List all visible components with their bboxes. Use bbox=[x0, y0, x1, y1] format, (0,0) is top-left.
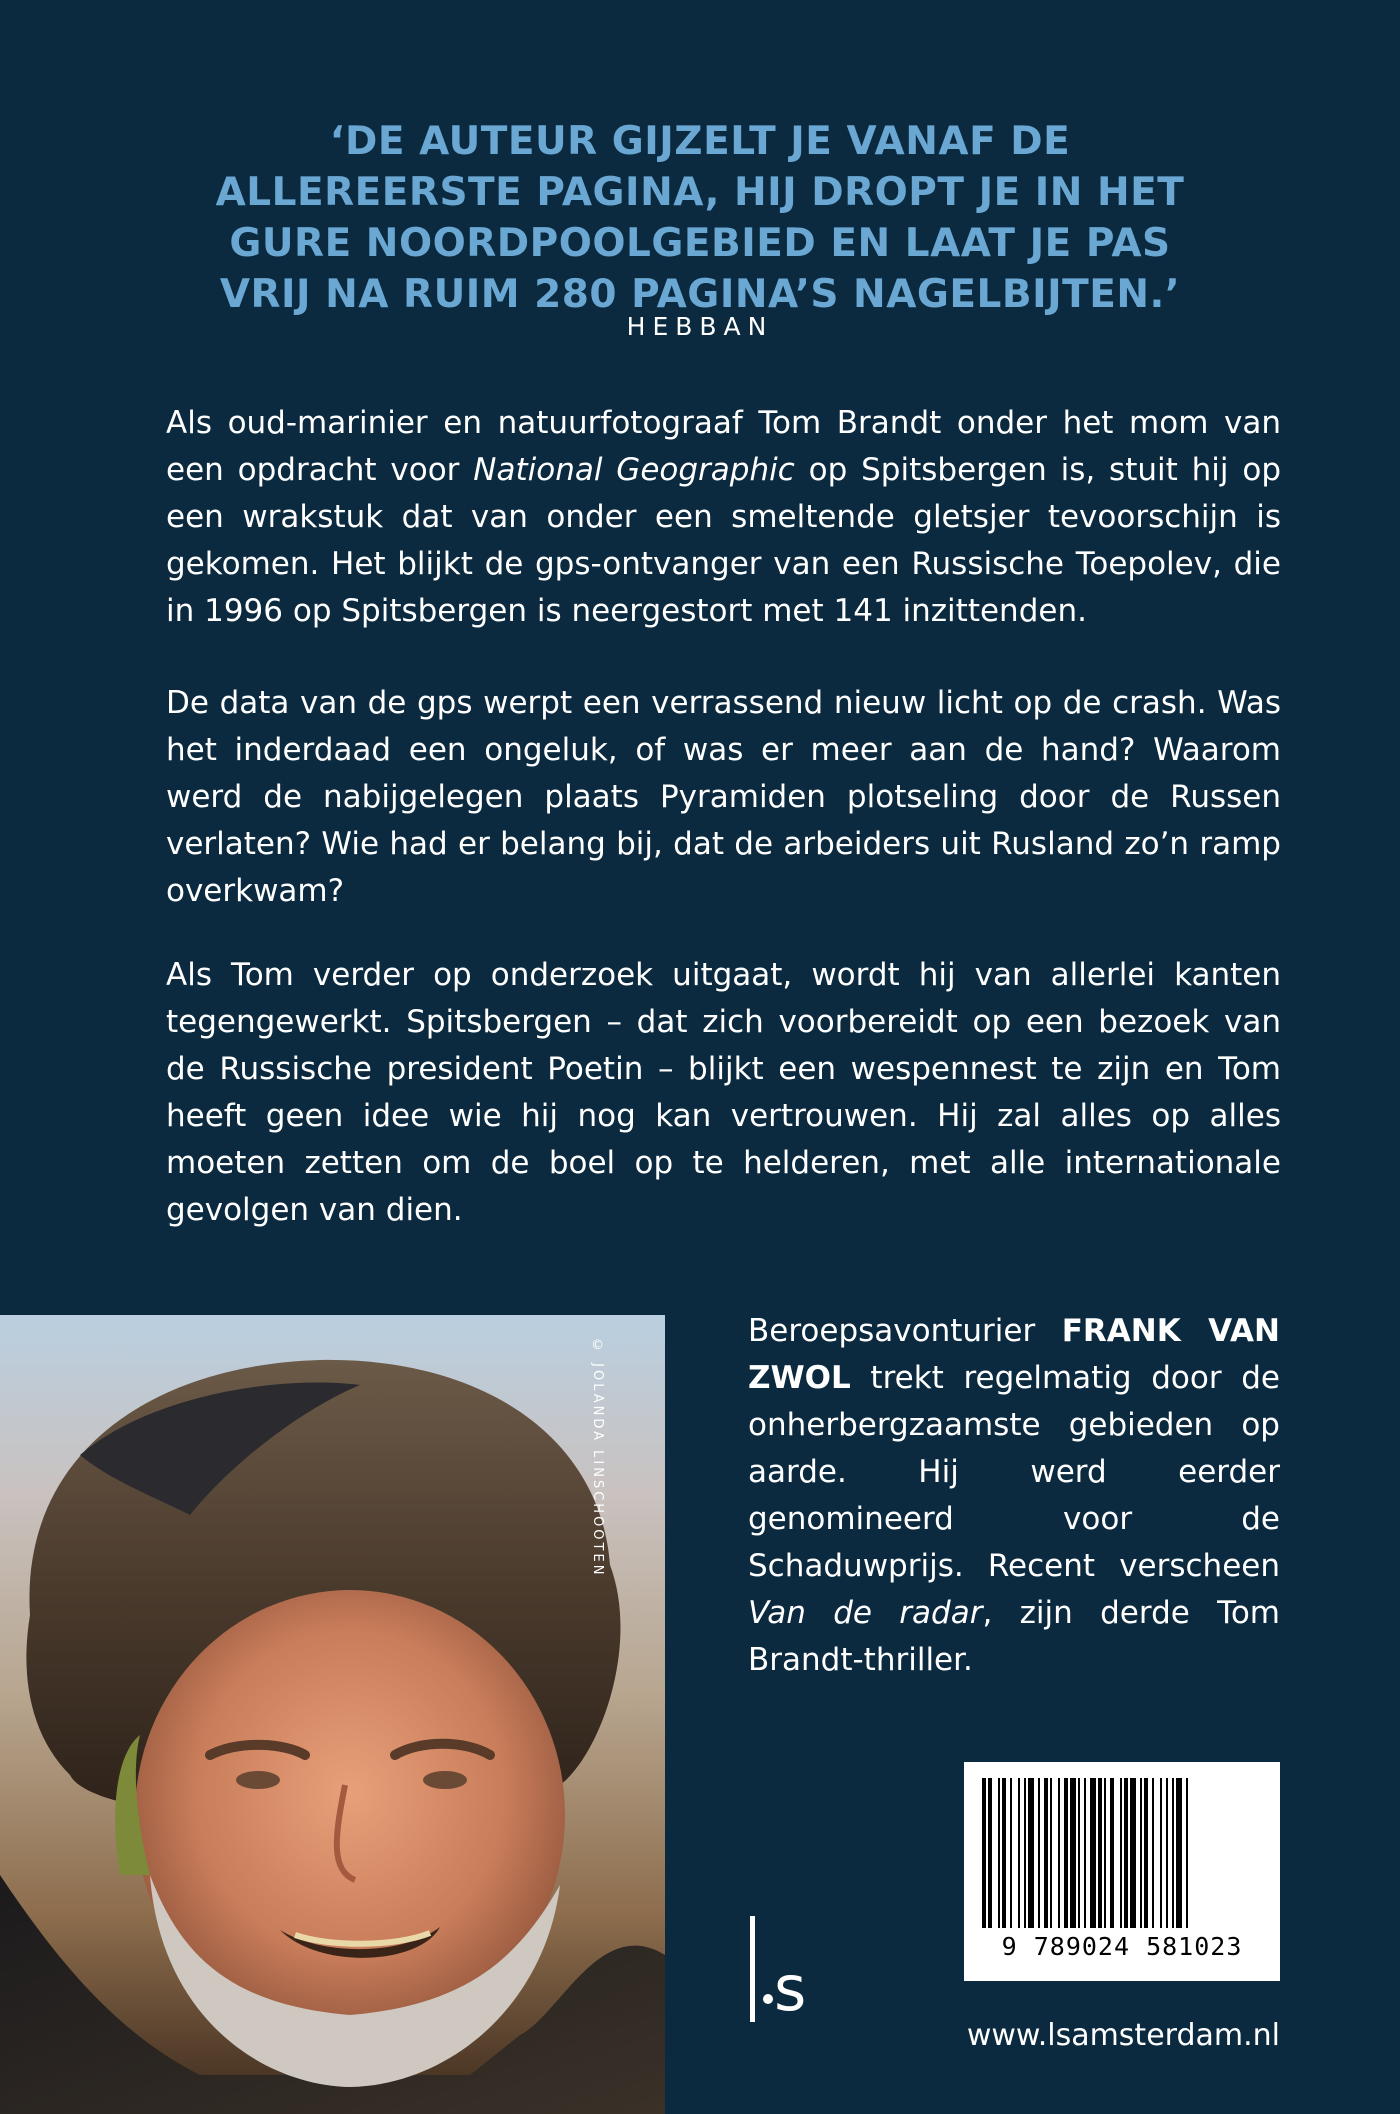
barcode-bar bbox=[1078, 1778, 1080, 1928]
barcode-bar bbox=[998, 1778, 1000, 1928]
barcode-bar bbox=[1110, 1778, 1114, 1928]
blurb-paragraph-1 bbox=[166, 400, 1281, 635]
blurb-paragraph-3: Als Tom verder op onderzoek uitgaat, wordt hij van allerlei kanten tegengewerkt. Spitsbergen – dat zich voorbereidt op een bezoek van de Russische president Poetin – blijkt een wespennest te zijn en Tom heeft geen idee wie hij nog kan vertrouwen. Hij zal alles op alles moeten zetten om de boel op te helderen, met alle internationale gevolgen van dien. bbox=[166, 957, 1281, 1228]
barcode-bar bbox=[1038, 1778, 1040, 1928]
barcode-bar bbox=[1144, 1778, 1148, 1928]
logo-bar bbox=[750, 1916, 755, 2022]
bio-text: trekt regelmatig door de onherbergzaamste gebieden op aarde. Hij werd eerder genomineerd voor de Schaduwprijs. Recent verscheen bbox=[748, 1360, 1280, 1584]
isbn-number: 9 789024 581023 bbox=[1001, 1932, 1243, 1961]
logo-letter: s bbox=[774, 1952, 807, 2025]
barcode-bar bbox=[988, 1778, 992, 1928]
barcode-bar bbox=[1044, 1778, 1048, 1928]
publisher-logo bbox=[748, 1916, 838, 2026]
barcode-bar bbox=[1152, 1778, 1154, 1928]
previous-book-title: Van de radar bbox=[748, 1595, 983, 1631]
barcode-bar bbox=[1028, 1778, 1034, 1928]
barcode-bar bbox=[1120, 1778, 1122, 1928]
barcode-bar bbox=[1176, 1778, 1182, 1928]
bio-text: , zijn derde Tom Brandt-thriller. bbox=[748, 1595, 1280, 1678]
blurb-text: op Spitsbergen is, stuit hij op een wrakstuk dat van onder een smeltende gletsjer tevoorschijn is gekomen. Het blijkt de gps-ontvanger van een Russische Toepolev, die in 1996 op Spitsbergen is neergestort met 141 inzittenden. bbox=[166, 452, 1281, 629]
barcode-bar bbox=[1024, 1778, 1026, 1928]
barcode-bar bbox=[1002, 1778, 1006, 1928]
barcode-bar bbox=[982, 1778, 986, 1928]
author-photo bbox=[0, 1315, 665, 2114]
blurb-paragraph-2: De data van de gps werpt een verrassend nieuw licht op de crash. Was het inderdaad een ongeluk, of was er meer aan de hand? Waarom werd de nabijgelegen plaats Pyramiden plotseling door de Russen verlaten? Wie had er belang bij, dat de arbeiders uit Rusland zo’n ramp overkwam? bbox=[166, 685, 1281, 909]
barcode-bar bbox=[1018, 1778, 1020, 1928]
review-quote: ‘DE AUTEUR GIJZELT JE VANAF DE ALLEREERSTE PAGINA, HIJ DROPT JE IN HET GURE NOORDPOOLGEBIED EN LAAT JE PAS VRIJ NA RUIM 280 PAGINA’S NAGELBIJTEN.’ bbox=[215, 119, 1185, 317]
barcode-bar bbox=[1104, 1778, 1106, 1928]
barcode-bar bbox=[1050, 1778, 1052, 1928]
logo-dot bbox=[763, 1994, 773, 2004]
barcode-bar bbox=[1064, 1778, 1068, 1928]
photo-credit: © JOLANDA LINSCHOOTEN bbox=[590, 1338, 605, 1578]
barcode-bar bbox=[1186, 1778, 1188, 1928]
quote-source: HEBBAN bbox=[626, 312, 774, 341]
barcode-bar bbox=[1124, 1778, 1128, 1928]
barcode-bar bbox=[1058, 1778, 1060, 1928]
blurb-text: Als oud-marinier en natuurfotograaf Tom Brandt onder het mom van een opdracht voor bbox=[166, 405, 1281, 488]
barcode bbox=[964, 1762, 1280, 1981]
barcode-bar bbox=[1160, 1778, 1162, 1928]
barcode-bar bbox=[1090, 1778, 1096, 1928]
author-portrait-illustration bbox=[0, 1315, 665, 2114]
barcode-bar bbox=[1070, 1778, 1076, 1928]
barcode-bar bbox=[1130, 1778, 1136, 1928]
barcode-bar bbox=[1084, 1778, 1086, 1928]
bio-text: Beroepsavonturier bbox=[748, 1313, 1062, 1349]
author-name: FRANK VAN ZWOL bbox=[748, 1313, 1280, 1396]
barcode-bar bbox=[1166, 1778, 1168, 1928]
barcode-bar bbox=[1098, 1778, 1102, 1928]
magazine-title: National Geographic bbox=[473, 452, 795, 488]
publisher-website[interactable]: www.lsamsterdam.nl bbox=[966, 2018, 1280, 2053]
barcode-bar bbox=[1172, 1778, 1174, 1928]
barcode-bar bbox=[1010, 1778, 1012, 1928]
author-bio bbox=[748, 1308, 1280, 1684]
barcode-bar bbox=[1140, 1778, 1142, 1928]
